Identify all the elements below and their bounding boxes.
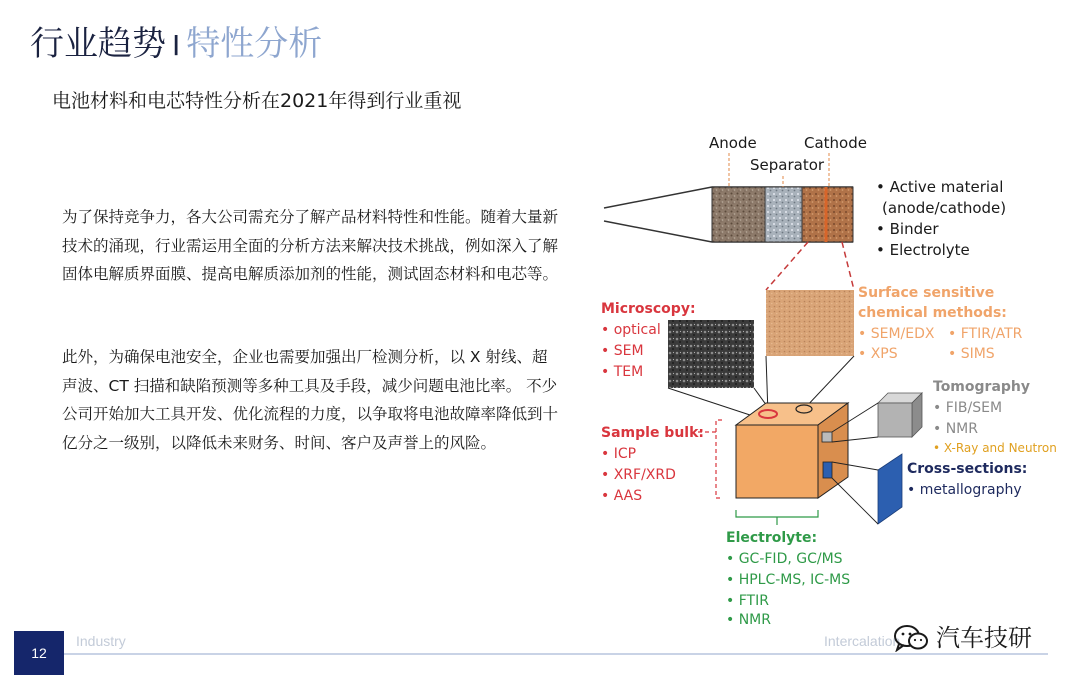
sem-micrograph xyxy=(668,320,754,388)
surface-texture xyxy=(766,290,854,356)
strip-outline-bottom xyxy=(604,221,712,242)
bulk-bracket xyxy=(716,420,722,498)
electrolyte-item-nmr: • NMR xyxy=(726,612,771,628)
electrolyte-item-hplc: • HPLC-MS, IC-MS xyxy=(726,572,851,588)
surface-item-ftir-atr: • FTIR/ATR xyxy=(948,326,1023,342)
footer-divider xyxy=(14,653,1048,655)
separator-layer xyxy=(765,187,802,242)
zoom-line-right xyxy=(842,242,854,290)
strip-outline-top xyxy=(604,187,712,208)
zoom-line-left xyxy=(766,242,808,290)
micro-line-1 xyxy=(668,388,750,415)
component-4: • Electrolyte xyxy=(876,241,970,259)
tomography-item-fib-sem: • FIB/SEM xyxy=(933,400,1003,416)
surface-item-sem-edx: • SEM/EDX xyxy=(858,326,935,342)
surface-title-1: Surface sensitive xyxy=(858,285,995,301)
label-anode: Anode xyxy=(709,134,757,152)
label-cathode: Cathode xyxy=(804,134,867,152)
title-sub: 特性分析 xyxy=(186,24,323,64)
component-2: (anode/cathode) xyxy=(882,199,1007,217)
body-paragraph-1: 为了保持竞争力，各大公司需充分了解产品材料特性和性能。随着大量新技术的涌现，行业需运用全面的分析方法来解决技术挑战，例如深入了解固体电解质界面膜、提高电解质添加剂的性能，测试固态材料和电芯等。 xyxy=(62,208,559,283)
electrolyte-bracket xyxy=(736,510,818,517)
watermark-text: 汽车技研 xyxy=(936,624,1032,652)
cube-window-gray xyxy=(822,432,832,442)
sample-bulk-item-xrf-xrd: • XRF/XRD xyxy=(601,467,676,483)
cross-sections-title: Cross-sections: xyxy=(907,461,1028,477)
title-separator: I xyxy=(172,29,181,62)
surface-line-2 xyxy=(804,356,854,409)
surface-item-xps: • XPS xyxy=(858,346,898,362)
microscopy-item-optical: • optical xyxy=(601,322,661,338)
sample-bulk-item-icp: • ICP xyxy=(601,446,637,462)
label-separator: Separator xyxy=(750,156,825,174)
tomography-title: Tomography xyxy=(933,379,1031,395)
surface-title-2: chemical methods: xyxy=(858,305,1007,321)
anode-layer xyxy=(712,187,765,242)
wechat-icon xyxy=(893,624,929,652)
electrolyte-title: Electrolyte: xyxy=(726,530,818,546)
footer-right-label: Intercalation xyxy=(824,633,901,649)
component-1: • Active material xyxy=(876,178,1004,196)
slide-subtitle: 电池材料和电芯特性分析在2021年得到行业重视 xyxy=(52,90,462,112)
title-main: 行业趋势 xyxy=(30,24,166,64)
microscopy-title: Microscopy: xyxy=(601,301,696,317)
cross-sections-item: • metallography xyxy=(907,482,1022,498)
microscopy-item-sem: • SEM xyxy=(601,343,644,359)
tomo-cube-front xyxy=(878,403,912,437)
tomography-item-xray: • X-Ray and Neutron xyxy=(933,441,1057,455)
tomography-item-nmr: • NMR xyxy=(933,421,978,437)
cross-section-plane xyxy=(878,454,902,524)
slide-title xyxy=(30,22,322,68)
cube-window-blue xyxy=(823,462,832,478)
battery-analysis-figure xyxy=(598,120,1068,630)
body-paragraph-2: 此外，为确保电池安全，企业也需要加强出厂检测分析，以 X 射线、超声波、CT 扫描和缺陷预测等多种工具及手段，减少问题电池比率。 不少公司开始加大工具开发、优化流程的力度，以争取将电池故障率降低到十亿分之一级别，以降低未来财务、时间、客户及声誉上的风险。 xyxy=(62,348,559,452)
microscopy-item-tem: • TEM xyxy=(601,364,644,380)
cross-line-2 xyxy=(832,478,878,524)
sample-bulk-item-aas: • AAS xyxy=(601,488,643,504)
sample-bulk-title: Sample bulk: xyxy=(601,425,705,441)
footer-left-label: Industry xyxy=(76,633,126,649)
surface-item-sims: • SIMS xyxy=(948,346,995,362)
cube-front xyxy=(736,425,818,498)
page-number: 12 xyxy=(14,631,64,675)
electrolyte-item-ftir: • FTIR xyxy=(726,593,769,609)
electrolyte-item-gc: • GC-FID, GC/MS xyxy=(726,551,843,567)
component-3: • Binder xyxy=(876,220,939,238)
